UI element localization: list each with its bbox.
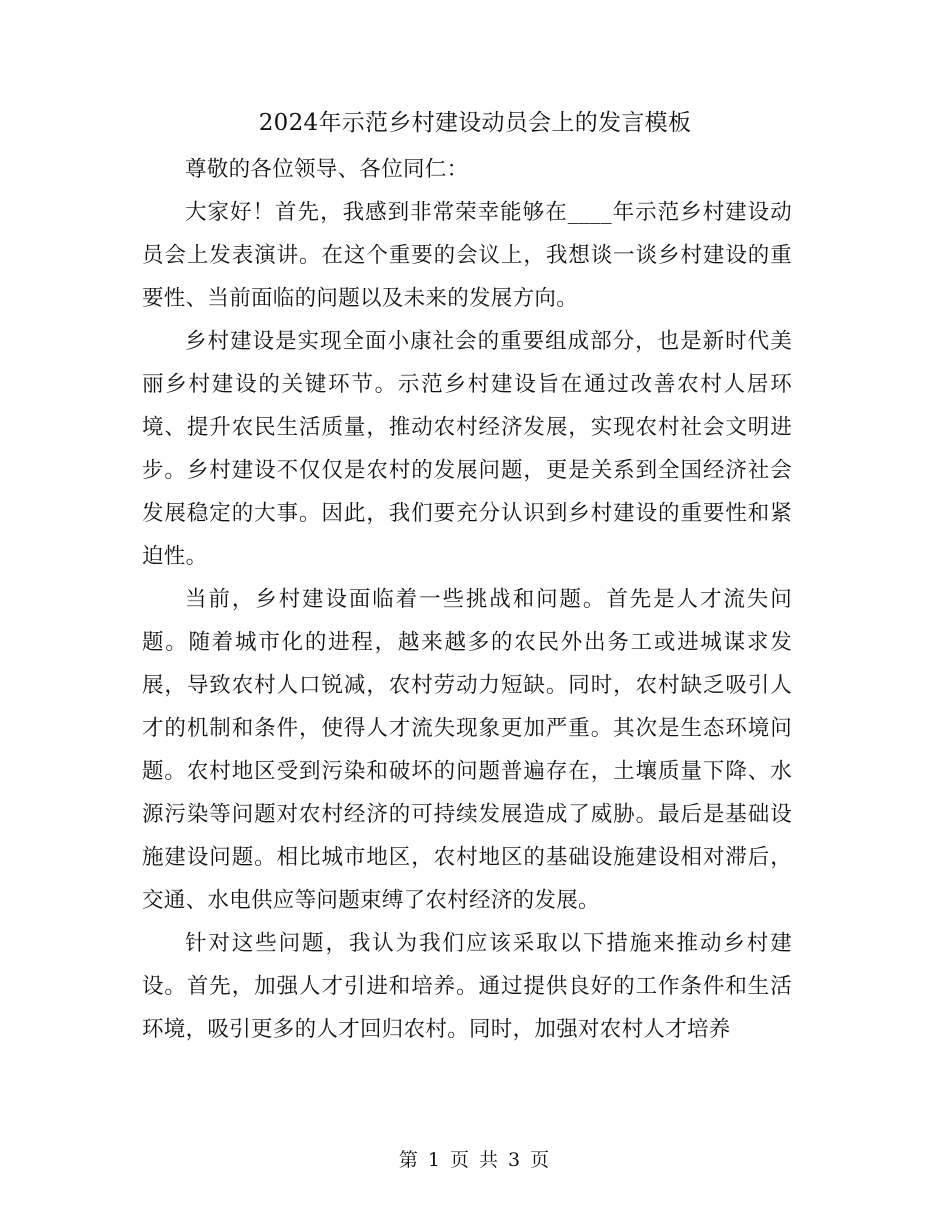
salutation: 尊敬的各位领导、各位同仁：: [185, 157, 469, 182]
paragraph-2: 乡村建设是实现全面小康社会的重要组成部分，也是新时代美丽乡村建设的关键环节。示范乡村建设旨在通过改善农村人居环境、提升农民生活质量，推动农村经济发展，实现农村社会文明进步。乡村建设不仅仅是农村的发展问题，更是关系到全国经济社会发展稳定的大事。因此，我们要充分认识到乡村建设的重要性和紧迫性。: [142, 329, 792, 569]
paragraph-4: 针对这些问题，我认为我们应该采取以下措施来推动乡村建设。首先，加强人才引进和培养。通过提供良好的工作条件和生活环境，吸引更多的人才回归农村。同时，加强对农村人才培养: [142, 931, 792, 1042]
document-title: 2024年示范乡村建设动员会上的发言模板: [258, 110, 692, 136]
document-body: [142, 148, 792, 1051]
page-number-footer: 第 1 页 共 3 页: [398, 1149, 552, 1171]
paragraph-3: 当前，乡村建设面临着一些挑战和问题。首先是人才流失问题。随着城市化的进程，越来越多的农民外出务工或进城谋求发展，导致农村人口锐减，农村劳动力短缺。同时，农村缺乏吸引人才的机制和条件，使得人才流失现象更加严重。其次是生态环境问题。农村地区受到污染和破坏的问题普遍存在，土壤质量下降、水源污染等问题对农村经济的可持续发展造成了威胁。最后是基础设施建设问题。相比城市地区，农村地区的基础设施建设相对滞后，交通、水电供应等问题束缚了农村经济的发展。: [142, 587, 792, 913]
paragraph-1: 大家好！首先，我感到非常荣幸能够在____年示范乡村建设动员会上发表演讲。在这个重要的会议上，我想谈一谈乡村建设的重要性、当前面临的问题以及未来的发展方向。: [142, 200, 792, 311]
